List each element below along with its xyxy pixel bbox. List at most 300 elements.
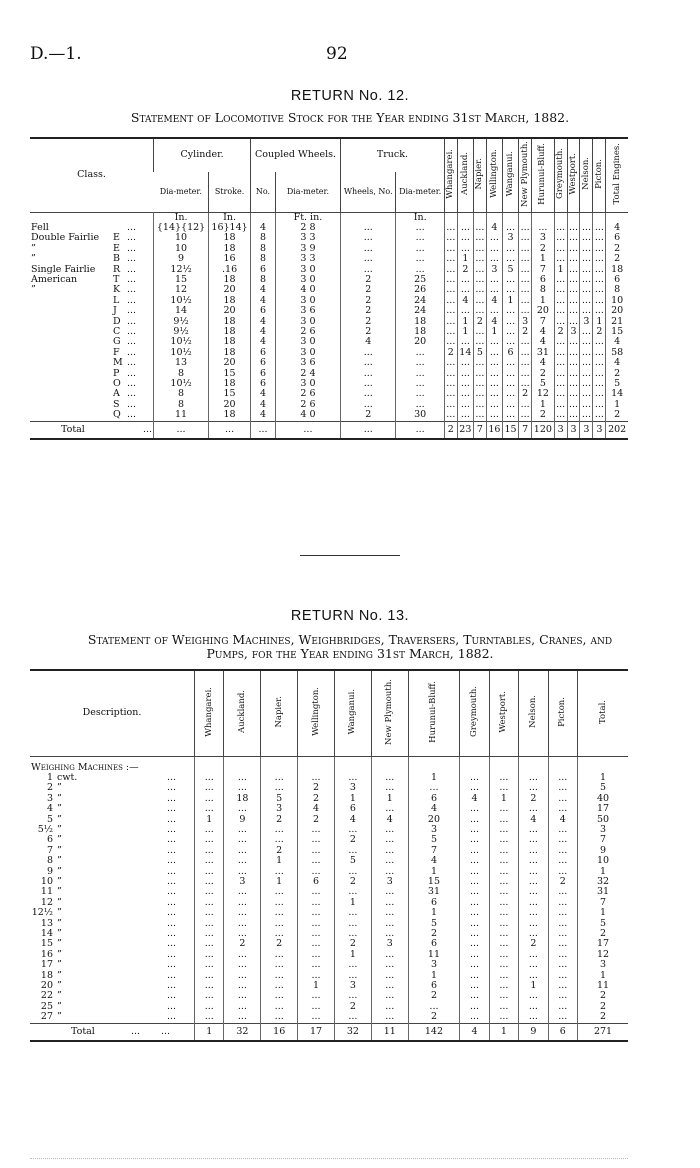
unit: ” — [57, 834, 62, 846]
empty-cell — [578, 756, 628, 773]
data-cell: ... — [195, 960, 224, 970]
data-cell: 9½ — [154, 327, 209, 337]
data-cell: ... — [489, 846, 518, 856]
table-row — [30, 919, 628, 929]
data-cell: ... — [489, 929, 518, 939]
data-cell: 2 — [457, 265, 473, 275]
data-cell: ... — [341, 244, 396, 254]
data-cell: 2 8 — [275, 223, 340, 233]
table-row — [30, 265, 628, 275]
leader-dots: ... — [127, 284, 137, 296]
empty-cell — [460, 756, 489, 773]
data-cell: ... — [341, 265, 396, 275]
total-cell: ... — [154, 421, 209, 439]
class-letter: D — [113, 315, 121, 327]
truck-header: Truck. — [341, 138, 445, 172]
data-cell: ... — [195, 981, 224, 991]
total-cell: ... — [275, 421, 340, 439]
data-cell: 3 — [408, 960, 460, 970]
data-cell: ... — [556, 346, 566, 358]
data-cell: ... — [224, 783, 261, 793]
data-cell: ... — [475, 232, 485, 244]
data-cell: ... — [556, 221, 566, 233]
data-cell: ... — [581, 346, 591, 358]
empty-cell — [224, 756, 261, 773]
data-cell: 20 — [532, 306, 555, 316]
total-cell: 17 — [298, 1023, 335, 1041]
data-cell: ... — [519, 825, 548, 835]
leader-dots: ... — [167, 1000, 177, 1012]
data-cell: ... — [489, 783, 518, 793]
data-cell: 6 — [251, 358, 276, 368]
data-cell: 11 — [408, 950, 460, 960]
data-cell: ... — [556, 378, 566, 389]
data-cell: 4 — [532, 327, 555, 337]
data-cell: ... — [519, 1002, 548, 1012]
total-cell: 15 — [502, 421, 518, 439]
data-cell: ... — [594, 357, 604, 369]
data-cell: ... — [520, 242, 530, 254]
data-cell: ... — [519, 919, 548, 929]
data-cell: ... — [396, 389, 444, 399]
table-row — [30, 306, 628, 316]
data-cell: 32 — [578, 877, 628, 887]
data-cell: 4 — [408, 856, 460, 866]
data-cell: 4 — [251, 410, 276, 421]
table-row — [30, 804, 628, 814]
data-cell: 5 — [408, 919, 460, 929]
data-cell: ... — [396, 265, 444, 275]
data-cell: 4 0 — [275, 410, 340, 421]
data-cell: ... — [519, 856, 548, 866]
data-cell: 17 — [578, 939, 628, 949]
data-cell: 2 — [444, 348, 457, 358]
data-cell: ... — [548, 867, 577, 877]
data-cell: ... — [519, 960, 548, 970]
data-cell: ... — [548, 887, 577, 897]
data-cell: ... — [519, 783, 548, 793]
data-cell: ... — [261, 773, 298, 783]
data-cell: 9½ — [154, 317, 209, 327]
data-cell: ... — [486, 233, 502, 243]
leader-dots: ... — [143, 423, 153, 435]
data-cell: ... — [581, 263, 591, 275]
data-cell: ... — [224, 887, 261, 897]
data-cell: ... — [195, 887, 224, 897]
data-cell: ... — [371, 898, 408, 908]
empty-cell — [261, 756, 298, 773]
data-cell: ... — [261, 1012, 298, 1023]
data-cell: 18 — [606, 265, 628, 275]
data-cell: 31 — [578, 887, 628, 897]
data-cell: ... — [556, 242, 566, 254]
data-cell: ... — [520, 409, 530, 421]
data-cell: 2 — [519, 389, 532, 399]
table-row — [30, 835, 628, 845]
total-cell: 120 — [532, 421, 555, 439]
data-cell: 1 — [486, 327, 502, 337]
data-cell: ... — [261, 887, 298, 897]
class-name: ” — [31, 242, 36, 254]
data-cell: ... — [520, 232, 530, 244]
data-cell: ... — [475, 273, 485, 285]
data-cell: 1 — [261, 856, 298, 866]
total-cell: ... — [209, 421, 251, 439]
data-cell: ... — [261, 825, 298, 835]
data-cell: 7 — [408, 846, 460, 856]
section-row — [30, 756, 628, 773]
data-cell: 2 — [593, 327, 606, 337]
data-cell: 12 — [578, 950, 628, 960]
table-row — [30, 960, 628, 970]
empty-cell — [489, 756, 518, 773]
total-label-cell — [30, 1023, 195, 1041]
data-cell: ... — [502, 317, 518, 327]
data-cell: ... — [548, 919, 577, 929]
data-cell: ... — [195, 991, 224, 1001]
data-cell: ... — [298, 835, 335, 845]
total-label-cell — [30, 421, 154, 439]
data-cell: ... — [502, 275, 518, 285]
data-cell: ... — [298, 846, 335, 856]
weighing-machines-table — [30, 669, 628, 1042]
data-cell: 4 — [606, 223, 628, 233]
data-cell: ... — [460, 981, 489, 991]
place-header: Napier. — [473, 138, 486, 212]
data-cell: ... — [298, 908, 335, 918]
data-cell: 1 — [578, 908, 628, 918]
data-cell: ... — [548, 898, 577, 908]
data-cell: ... — [556, 315, 566, 327]
data-cell: ... — [195, 804, 224, 814]
data-cell: ... — [569, 232, 579, 244]
data-cell: ... — [520, 378, 530, 389]
data-cell: ... — [457, 285, 473, 295]
data-cell: 3 — [519, 317, 532, 327]
data-cell: ... — [460, 1012, 489, 1023]
empty-cell — [408, 756, 460, 773]
total-cell: 4 — [460, 1023, 489, 1041]
leader-dots: ... — [167, 980, 177, 992]
data-cell: 4 — [606, 337, 628, 347]
data-cell: ... — [556, 398, 566, 410]
data-cell: ... — [548, 939, 577, 949]
leader-dots: ... — [167, 813, 177, 825]
unit: ” — [57, 803, 62, 815]
data-cell: ... — [489, 887, 518, 897]
capacity: 9 — [46, 865, 53, 877]
data-cell: ... — [489, 1002, 518, 1012]
capacity: 12½ — [31, 907, 53, 919]
data-cell: 18 — [209, 296, 251, 306]
place-header: New Plymouth. — [519, 138, 532, 212]
data-cell: ... — [224, 835, 261, 845]
unit: ” — [57, 948, 62, 960]
data-cell: ... — [371, 929, 408, 939]
data-cell: ... — [224, 867, 261, 877]
data-cell: ... — [261, 929, 298, 939]
data-cell: 2 — [261, 939, 298, 949]
data-cell: 1 — [606, 400, 628, 410]
data-cell: ... — [569, 221, 579, 233]
data-cell: ... — [460, 887, 489, 897]
data-cell: 6 — [334, 804, 371, 814]
total-cell: 23 — [457, 421, 473, 439]
leader-dots: ... — [167, 990, 177, 1002]
data-cell: ... — [298, 971, 335, 981]
data-cell: ... — [446, 388, 456, 400]
total-cell: 271 — [578, 1023, 628, 1041]
leader-dots: ... — [167, 1011, 177, 1023]
data-cell: 3 — [334, 783, 371, 793]
leader-dots: ... — [127, 315, 137, 327]
class-letter: M — [113, 357, 123, 369]
data-cell: ... — [594, 378, 604, 389]
table-row — [30, 898, 628, 908]
data-cell: 2 — [341, 296, 396, 306]
total-cell: 142 — [408, 1023, 460, 1041]
capacity: 3 — [46, 792, 53, 804]
class-name: Fell — [31, 221, 49, 233]
empty-cell — [371, 756, 408, 773]
table-row — [30, 1012, 628, 1023]
data-cell: ... — [195, 877, 224, 887]
unit-label: In. — [396, 212, 444, 223]
leader-dots: ... — [127, 336, 137, 348]
data-cell: ... — [569, 409, 579, 421]
data-cell: ... — [195, 898, 224, 908]
data-cell: 4 — [251, 400, 276, 410]
data-cell: 2 — [606, 369, 628, 379]
data-cell: 2 — [261, 815, 298, 825]
leader-dots: ... — [167, 865, 177, 877]
data-cell: ... — [371, 919, 408, 929]
data-cell: ... — [341, 358, 396, 368]
data-cell: 2 — [341, 285, 396, 295]
capacity: 22 — [40, 990, 53, 1002]
data-cell: ... — [446, 305, 456, 317]
data-cell: ... — [371, 783, 408, 793]
data-cell: ... — [457, 233, 473, 243]
data-cell: ... — [341, 379, 396, 389]
data-cell: 1 — [457, 254, 473, 264]
data-cell: ... — [371, 835, 408, 845]
leader-dots: ... — [127, 305, 137, 317]
capacity: 8 — [46, 855, 53, 867]
empty-cell — [334, 756, 371, 773]
data-cell: 1 — [593, 317, 606, 327]
data-cell: ... — [581, 378, 591, 389]
data-cell: 4 — [457, 296, 473, 306]
data-cell: ... — [224, 898, 261, 908]
data-cell: 20 — [209, 358, 251, 368]
data-cell: ... — [460, 783, 489, 793]
data-cell: 8 — [606, 285, 628, 295]
leader-dots: ... — [167, 782, 177, 794]
data-cell: ... — [460, 950, 489, 960]
leader-dots: ... — [167, 907, 177, 919]
data-cell: ... — [475, 242, 485, 254]
data-cell: ... — [334, 929, 371, 939]
capacity: 13 — [40, 917, 53, 929]
leader-dots: ... — [127, 367, 137, 379]
data-cell: 18 — [209, 337, 251, 347]
data-cell: 10 — [154, 244, 209, 254]
place-header: Napier. — [261, 670, 298, 756]
data-cell: ... — [371, 950, 408, 960]
data-cell: ... — [334, 867, 371, 877]
data-cell: 1 — [334, 794, 371, 804]
data-cell: ... — [341, 348, 396, 358]
data-cell: 3 6 — [275, 306, 340, 316]
data-cell: ... — [581, 357, 591, 369]
data-cell: 12 — [532, 389, 555, 399]
data-cell: ... — [594, 232, 604, 244]
data-cell: 8 — [154, 369, 209, 379]
data-cell: 7 — [532, 265, 555, 275]
table-row — [30, 887, 628, 897]
data-cell: 5 — [532, 379, 555, 389]
total-cell: 3 — [554, 421, 567, 439]
data-cell: 1 — [195, 815, 224, 825]
leader-dots: ... — [127, 378, 137, 389]
table-row — [30, 981, 628, 991]
data-cell: 2 — [519, 939, 548, 949]
data-cell: 2 — [554, 327, 567, 337]
leader-dots: ... — [127, 409, 137, 421]
data-cell: ... — [446, 398, 456, 410]
place-header: Greymouth. — [554, 138, 567, 212]
leader-dots: ... — [167, 886, 177, 898]
page-number: 92 — [326, 44, 348, 64]
class-name: Single Fairlie — [31, 263, 96, 275]
data-cell: ... — [569, 284, 579, 296]
total-cell: ... — [251, 421, 276, 439]
data-cell: 12½ — [154, 265, 209, 275]
leader-dots: ... — [127, 346, 137, 358]
data-cell: ... — [475, 409, 485, 421]
data-cell: ... — [224, 971, 261, 981]
data-cell: 3 0 — [275, 379, 340, 389]
data-cell: ... — [371, 846, 408, 856]
place-header: Auckland. — [457, 138, 473, 212]
data-cell: 5 — [408, 835, 460, 845]
data-cell: ... — [371, 960, 408, 970]
data-cell: 2 — [298, 815, 335, 825]
data-cell: ... — [520, 263, 530, 275]
data-cell: ... — [334, 971, 371, 981]
data-cell: 2 — [532, 410, 555, 421]
capacity: 1 — [46, 771, 53, 783]
data-cell: 18 — [209, 317, 251, 327]
data-cell: 20 — [396, 337, 444, 347]
data-cell: ... — [548, 929, 577, 939]
data-cell: ... — [261, 971, 298, 981]
data-cell: ... — [334, 825, 371, 835]
capacity: 16 — [40, 948, 53, 960]
data-cell: ... — [446, 253, 456, 265]
data-cell: ... — [261, 991, 298, 1001]
data-cell: ... — [486, 400, 502, 410]
data-cell: 4 — [532, 358, 555, 368]
class-letter: C — [113, 325, 121, 337]
table-row — [30, 773, 628, 783]
empty-cell — [548, 756, 577, 773]
unit: ” — [57, 969, 62, 981]
data-cell: 18 — [209, 410, 251, 421]
table-row — [30, 929, 628, 939]
data-cell: 4 — [606, 358, 628, 368]
data-cell: 20 — [209, 400, 251, 410]
data-cell: ... — [195, 1012, 224, 1023]
data-cell: ... — [569, 388, 579, 400]
data-cell: ... — [569, 378, 579, 389]
data-cell: 3 6 — [275, 358, 340, 368]
unit: ” — [57, 1000, 62, 1012]
data-cell: 2 — [578, 929, 628, 939]
data-cell: ... — [341, 233, 396, 243]
data-cell: ... — [556, 305, 566, 317]
place-header: Wanganui. — [502, 138, 518, 212]
data-cell: ... — [195, 846, 224, 856]
data-cell: ... — [519, 773, 548, 783]
data-cell: 3 0 — [275, 317, 340, 327]
total-engines-header: Total Engines. — [606, 138, 628, 212]
data-cell: ... — [195, 908, 224, 918]
total-cell: 7 — [519, 421, 532, 439]
data-cell: ... — [520, 367, 530, 379]
coupled-diameter-header: Dia-meter. — [275, 172, 340, 212]
data-cell: ... — [298, 887, 335, 897]
data-cell: 10½ — [154, 348, 209, 358]
total-cell: 11 — [371, 1023, 408, 1041]
data-cell: 4 — [486, 223, 502, 233]
data-cell: ... — [520, 346, 530, 358]
data-cell: ... — [261, 867, 298, 877]
data-cell: ... — [519, 846, 548, 856]
data-cell: ... — [519, 804, 548, 814]
data-cell: 9 — [224, 815, 261, 825]
table-row — [30, 285, 628, 295]
leader-dots: ... — [127, 273, 137, 285]
unit-label: In. — [154, 212, 209, 223]
data-cell: 2 — [341, 410, 396, 421]
data-cell: ... — [489, 939, 518, 949]
data-cell: ... — [519, 887, 548, 897]
data-cell: ... — [457, 306, 473, 316]
data-cell: 2 4 — [275, 369, 340, 379]
leader-dots: ... — [167, 771, 177, 783]
data-cell: ... — [446, 378, 456, 389]
data-cell: ... — [460, 846, 489, 856]
data-cell: ... — [341, 254, 396, 264]
data-cell: ... — [298, 991, 335, 1001]
document-code: D.—1. — [30, 44, 82, 64]
data-cell: ... — [334, 887, 371, 897]
data-cell: ... — [224, 981, 261, 991]
total-header: Total. — [578, 670, 628, 756]
data-cell: 21 — [606, 317, 628, 327]
table-row — [30, 971, 628, 981]
leader-dots: ... — [127, 294, 137, 306]
data-cell: 3 — [580, 317, 593, 327]
data-cell: ... — [581, 367, 591, 379]
data-cell: ... — [460, 825, 489, 835]
data-cell: ... — [475, 284, 485, 296]
data-cell: 1 — [408, 867, 460, 877]
empty-cell — [519, 756, 548, 773]
data-cell: ... — [195, 929, 224, 939]
